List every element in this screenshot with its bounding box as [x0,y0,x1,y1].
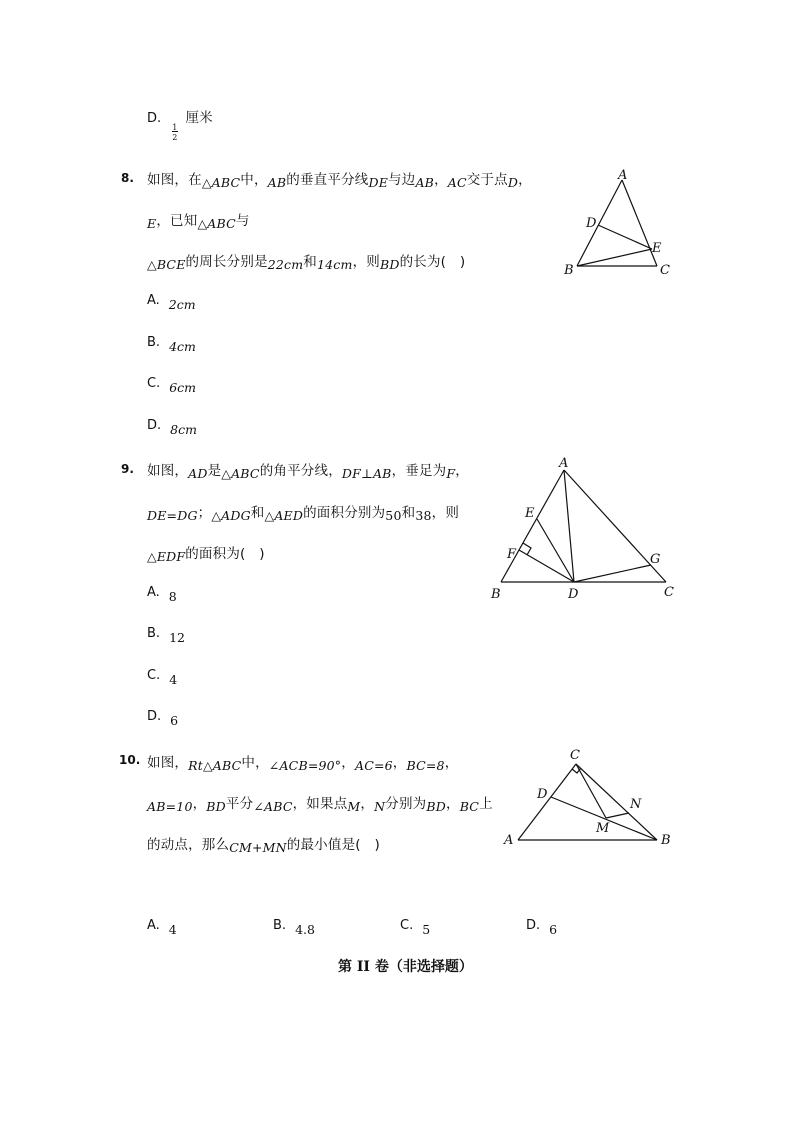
fraction-numerator: 1 [172,123,178,132]
text: 的长为( ) [399,254,466,270]
q7-option-d[interactable] [147,106,213,142]
text: ，垂足为 [391,463,447,479]
option-label: B. [147,335,161,350]
label-a: A [559,456,569,471]
math: △ABC [197,216,236,231]
label-b: B [661,833,671,848]
option-value: 6 [170,713,179,728]
option-label: B. [273,918,287,933]
q10-option-d[interactable] [526,917,558,937]
label-e: E [652,241,662,256]
q8-stem-line1 [147,168,532,188]
text: ，已知 [156,213,198,229]
text: ， [434,172,448,188]
label-d: D [586,216,597,231]
math: 22cm [267,257,304,272]
segment-ad [564,470,574,582]
math: AB=10 [147,799,193,814]
option-label: D. [147,709,162,724]
math: DE [368,175,389,190]
label-c: C [570,748,580,763]
option-label: B. [147,626,161,641]
math: △EDF [147,549,186,564]
option-label: A. [147,293,160,308]
segment-mn [606,813,629,818]
math: BD [426,799,446,814]
q8-stem-line3 [147,250,465,270]
math: CM+MN [229,840,287,855]
text: 如图， [147,463,189,479]
math: AC [447,175,467,190]
label-b: B [564,263,574,278]
q8-number: 8. [121,171,134,185]
math: △ABC [201,175,241,190]
right-angle-mark [572,768,581,773]
text: ， [392,755,407,771]
option-unit: 厘米 [185,110,213,126]
text: 与边 [388,172,416,188]
fraction-one-half [171,112,181,142]
label-a: A [618,168,628,183]
section-title: 第 II 卷（非选择题） [338,959,473,975]
q8-option-b[interactable] [147,334,196,354]
label-c: C [660,263,670,278]
math: BD [206,799,226,814]
label-e: E [525,506,535,521]
math: Rt△ABC [188,758,242,773]
q10-option-c[interactable] [400,917,431,937]
text: 和 [303,254,317,270]
option-value: 8 [168,589,177,604]
math: N [374,799,386,814]
text: 的面积分别为 [303,505,386,521]
math: AB [415,175,435,190]
text: ， [341,755,355,771]
text: ，如果点 [292,796,348,812]
q10-option-a[interactable] [147,917,177,937]
fraction-denominator: 2 [172,133,178,142]
segment-de [598,225,652,249]
math: ∠ABC [253,799,293,814]
segment-cm [576,764,606,818]
segment-be [577,249,652,266]
option-value: 8cm [170,422,197,437]
math: F [446,466,456,481]
option-value: 4 [169,672,178,687]
math: D [507,175,519,190]
option-label: C. [400,918,414,933]
q9-stem-line3 [147,542,265,562]
q9-option-a[interactable] [147,584,177,604]
text: ， [444,755,459,771]
math: 38 [415,508,432,523]
label-g: G [650,552,661,567]
q8-figure [556,164,682,280]
q9-stem-line1 [147,459,469,479]
text: ， [192,796,207,812]
label-d: D [568,587,579,602]
text: 交于点 [466,172,508,188]
label-a: A [504,833,514,848]
q10-number: 10. [119,753,141,767]
option-value: 2cm [168,297,196,312]
text: ， [360,796,375,812]
q8-option-d[interactable] [147,417,197,437]
segment-ab [501,470,564,582]
q8-option-c[interactable] [147,375,197,395]
text: 平分 [225,796,254,812]
text: ， [518,172,532,188]
option-value: 6 [549,922,558,937]
math: E [147,216,157,231]
q9-option-d[interactable] [147,708,179,728]
segment-de [537,519,574,582]
text: ； [197,505,212,521]
math: ∠ACB=90° [268,758,342,773]
option-value: 6cm [169,380,197,395]
math: △BCE [147,257,186,272]
q10-stem-line2 [147,792,493,812]
label-n: N [630,797,642,812]
segment-ac [518,764,576,840]
math: BC [459,799,480,814]
math: BD [379,257,400,272]
option-value: 12 [169,630,185,645]
q9-figure [486,452,682,602]
option-value: 4cm [169,339,196,354]
segment-cb [576,764,657,840]
segment-dg [574,565,651,582]
text: 中， [240,172,268,188]
text: ，则 [431,505,460,521]
math: △ADG [211,508,251,523]
text: 的周长分别是 [185,254,268,270]
text: 的最小值是( ) [286,837,380,853]
option-label: D. [147,418,162,433]
label-m: M [596,821,610,836]
label-c: C [664,585,674,600]
text: 如图，在 [147,172,202,188]
text: 的面积为( ) [185,546,265,562]
math: M [347,799,361,814]
text: 和 [250,505,265,521]
option-value: 4 [168,922,177,937]
q9-number: 9. [121,462,134,476]
math: DE=DG [147,508,198,523]
option-label: A. [147,585,160,600]
q9-option-c[interactable] [147,667,178,687]
q10-figure [496,744,682,850]
option-value: 4.8 [295,922,315,937]
option-label: A. [147,918,160,933]
math: 50 [385,508,402,523]
math: DF⊥AB [341,466,392,481]
option-value: 5 [422,922,431,937]
segment-ab [577,180,622,266]
text: 与 [235,213,250,229]
text: 上 [479,796,493,812]
text: 和 [401,505,416,521]
option-label: C. [147,668,161,683]
q9-stem-line2 [147,501,459,521]
fraction-bar [172,131,178,132]
text: 的动点，那么 [147,837,230,853]
q8-stem-line2 [147,209,250,229]
text: 分别为 [385,796,427,812]
text: 如图， [147,755,189,771]
math: △AED [264,508,304,523]
label-d: D [537,787,548,802]
q10-stem-line1 [147,751,458,771]
option-label: D. [526,918,541,933]
q8-option-a[interactable] [147,292,196,312]
option-label: D. [147,111,162,126]
label-b: B [491,587,501,602]
q9-option-b[interactable] [147,625,185,645]
text: 的角平分线， [259,463,342,479]
math: BC=8 [406,758,445,773]
q10-option-b[interactable] [273,917,315,937]
math: AD [188,466,208,481]
math: 14cm [317,257,353,272]
text: ，则 [352,254,380,270]
math: AB [267,175,287,190]
option-label: C. [147,376,161,391]
text: 中， [241,755,269,771]
text: 是 [207,463,222,479]
math: △ABC [221,466,260,481]
text: ， [455,463,469,479]
text: ， [445,796,460,812]
math: AC=6 [354,758,393,773]
label-f: F [507,547,517,562]
q10-stem-line3 [147,833,380,853]
text: 的垂直平分线 [286,172,369,188]
